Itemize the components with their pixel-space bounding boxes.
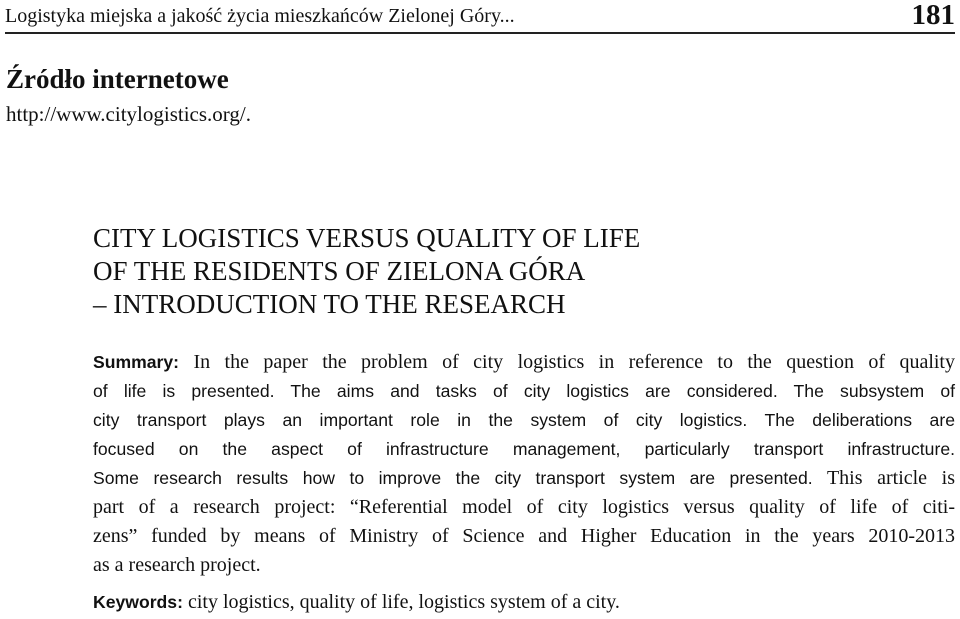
summary-line-8: as a research project.: [93, 554, 261, 576]
summary-line-5: [93, 464, 955, 493]
running-header-title: Logistyka miejska a jakość życia mieszkańców Zielonej Góry...: [5, 5, 515, 27]
article-title-line-1: CITY LOGISTICS VERSUS QUALITY OF LIFE: [93, 223, 641, 253]
summary-line-5-serif: This article is: [812, 467, 956, 489]
article-title-line-3: – INTRODUCTION TO THE RESEARCH: [93, 289, 566, 319]
keywords-label: Keywords:: [93, 592, 183, 612]
keywords-line: [93, 591, 620, 614]
running-header: [5, 2, 955, 34]
summary-line-5-sans: Some research results how to improve the city transport system are presented.: [93, 468, 813, 488]
summary-line-1: [93, 348, 955, 377]
summary-line-2: of life is presented. The aims and tasks of city logistics are considered. The subsystem of: [93, 381, 955, 401]
article-title-line-2: OF THE RESIDENTS OF ZIELONA GÓRA: [93, 256, 586, 286]
source-url: http://www.citylogistics.org/.: [6, 102, 251, 126]
article-title: [93, 222, 640, 321]
source-heading: Źródło internetowe: [6, 64, 229, 94]
summary-line-6: part of a research project: “Referential model of city logistics versus quality of life of citi-: [93, 496, 955, 518]
summary-paragraph: [93, 348, 955, 580]
summary-line-1-text: In the paper the problem of city logistics in reference to the question of quality: [179, 351, 955, 373]
summary-label: Summary:: [93, 352, 180, 372]
keywords-text: city logistics, quality of life, logistics system of a city.: [182, 591, 620, 613]
summary-line-4: focused on the aspect of infrastructure management, particularly transport infrastructure.: [93, 439, 955, 459]
summary-line-3: city transport plays an important role in the system of city logistics. The deliberations are: [93, 410, 955, 430]
page-number: 181: [911, 0, 955, 31]
summary-line-7: zens” funded by means of Ministry of Science and Higher Education in the years 2010-2013: [93, 525, 955, 547]
